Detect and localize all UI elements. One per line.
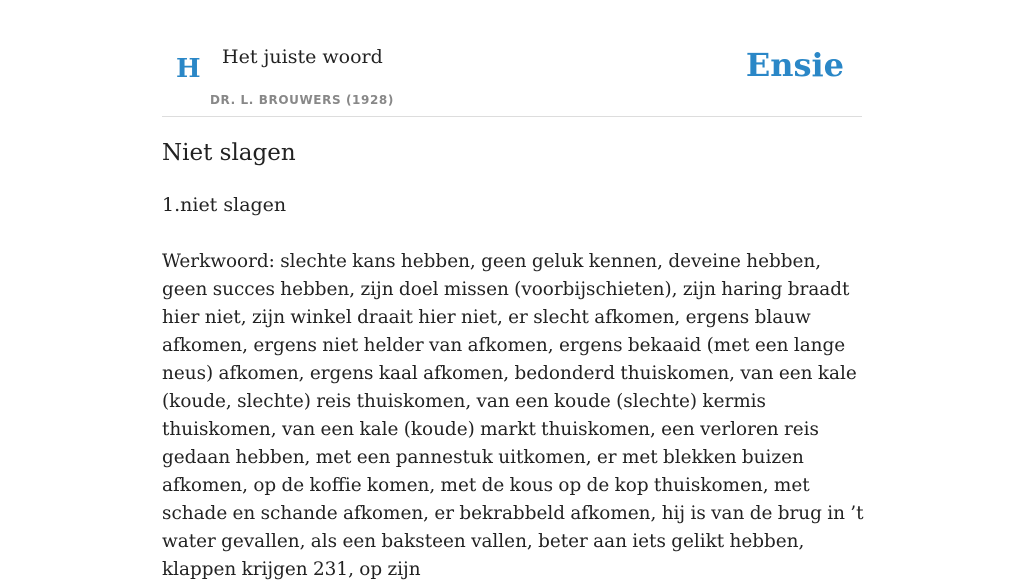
book-header <box>162 0 862 117</box>
sense-label: 1.niet slagen <box>162 194 287 216</box>
definition-text: Werkwoord: slechte kans hebben, geen geluk kennen, deveine hebben, geen succes hebben, zijn doel missen (voorbijschieten), zijn haring braadt hier niet, zijn winkel draait hier niet, er slecht afkomen, ergens blauw afkomen, ergens niet helder van afkomen, ergens bekaaid (met een lange neus) afkomen, ergens kaal afkomen, bedonderd thuiskomen, van een kale (koude, slechte) reis thuiskomen, van een koude (slechte) kermis thuiskomen, van een kale (koude) markt thuiskomen, een verloren reis gedaan hebben, met een pannestuk uitkomen, er met blekken buizen afkomen, op de koffie komen, met de kous op de kop thuiskomen, met schade en schande afkomen, er bekrabbeld afkomen, hij is van de brug in ’t water gevallen, als een baksteen vallen, beter aan iets gelikt hebben, klappen krijgen 231, op zijn <box>162 251 864 580</box>
page-title: Niet slagen <box>162 140 296 166</box>
ensie-logo[interactable]: Ensie <box>745 46 844 84</box>
book-author: DR. L. BROUWERS (1928) <box>210 93 394 107</box>
book-initial-icon: H <box>176 54 201 84</box>
book-title-link[interactable]: Het juiste woord <box>222 46 383 68</box>
